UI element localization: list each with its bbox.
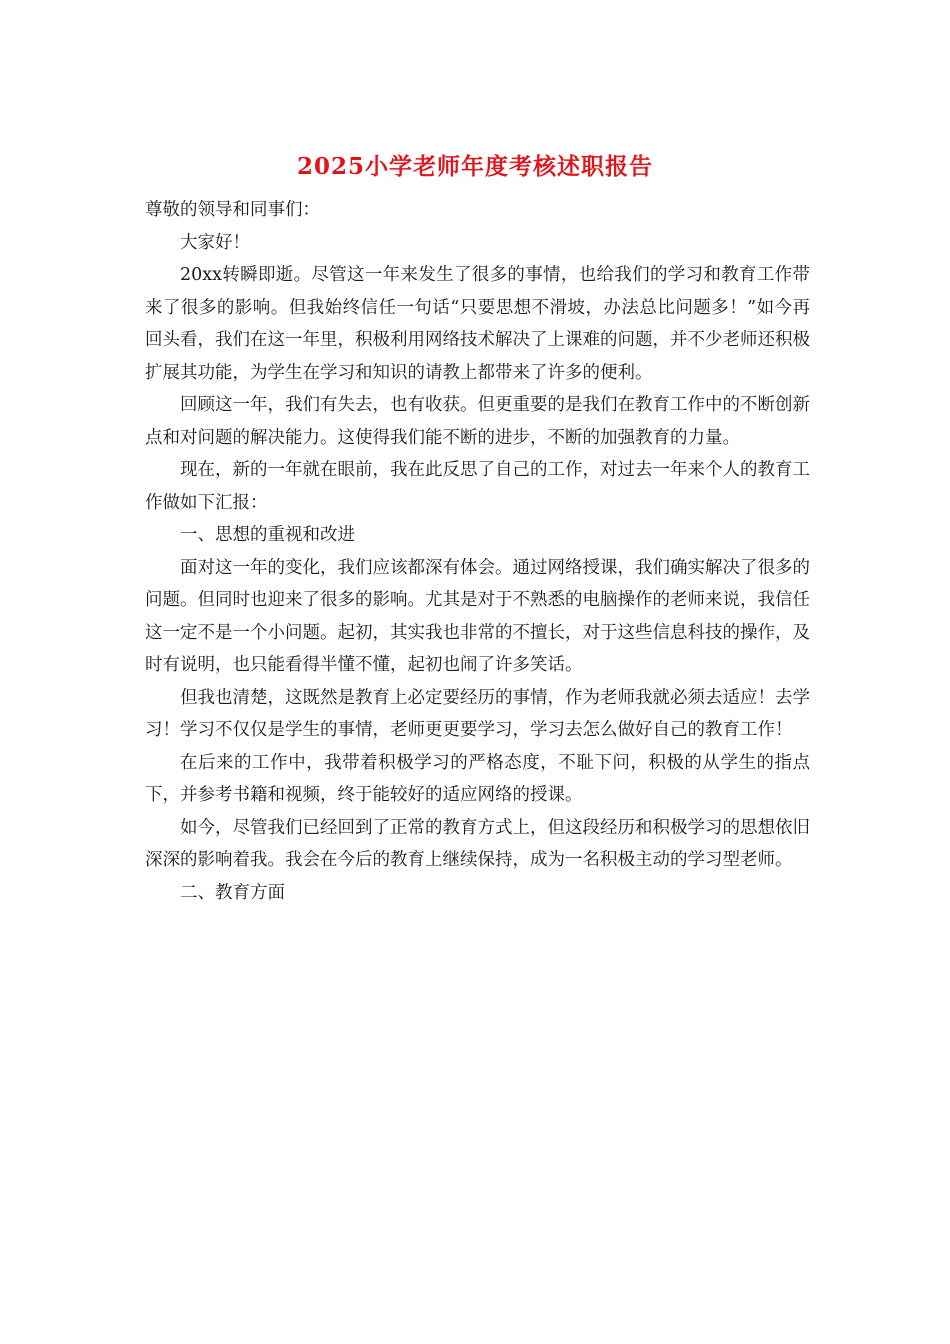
document-body (145, 194, 810, 909)
salutation: 尊敬的领导和同事们： (145, 200, 320, 220)
greeting: 大家好！ (180, 232, 250, 253)
paragraph-report-lead: 现在，新的一年就在眼前，我在此反思了自己的工作，对过去一年来个人的教育工作做如下汇报： (145, 460, 810, 513)
section-heading-thought: 一、思想的重视和改进 (180, 525, 355, 545)
paragraph-now: 如今，尽管我们已经回到了正常的教育方式上，但这段经历和积极学习的思想依旧深深的影响着我。我会在今后的教育上继续保持，成为一名积极主动的学习型老师。 (145, 817, 810, 870)
paragraph-online-teaching: 面对这一年的变化，我们应该都深有体会。通过网络授课，我们确实解决了很多的问题。但同时也迎来了很多的影响。尤其是对于不熟悉的电脑操作的老师来说，我信任这一定不是一个小问题。起初，其实我也非常的不擅长，对于这些信息科技的操作，及时有说明，也只能看得半懂不懂，起初也闹了许多笑话。 (145, 557, 810, 675)
section-heading-education: 二、教育方面 (180, 882, 285, 903)
paragraph-adapt: 但我也清楚，这既然是教育上必定要经历的事情，作为老师我就必须去适应！去学习！学习不仅仅是学生的事情，老师更更要学习，学习去怎么做好自己的教育工作！ (145, 687, 810, 740)
paragraph-intro: 20xx转瞬即逝。尽管这一年来发生了很多的事情，也给我们的学习和教育工作带来了很多的影响。但我始终信任一句话“只要思想不滑坡，办法总比问题多！”如今再回头看，我们在这一年里，积极利用网络技术解决了上课难的问题，并不少老师还积极扩展其功能，为学生在学习和知识的请教上都带来了许多的便利。 (145, 265, 810, 383)
document-title: 2025小学老师年度考核述职报告 (296, 153, 653, 180)
paragraph-later-work: 在后来的工作中，我带着积极学习的严格态度，不耻下问，积极的从学生的指点下，并参考书籍和视频，终于能较好的适应网络的授课。 (145, 752, 810, 805)
paragraph-review: 回顾这一年，我们有失去，也有收获。但更重要的是我们在教育工作中的不断创新点和对问题的解决能力。这使得我们能不断的进步，不断的加强教育的力量。 (145, 395, 810, 448)
